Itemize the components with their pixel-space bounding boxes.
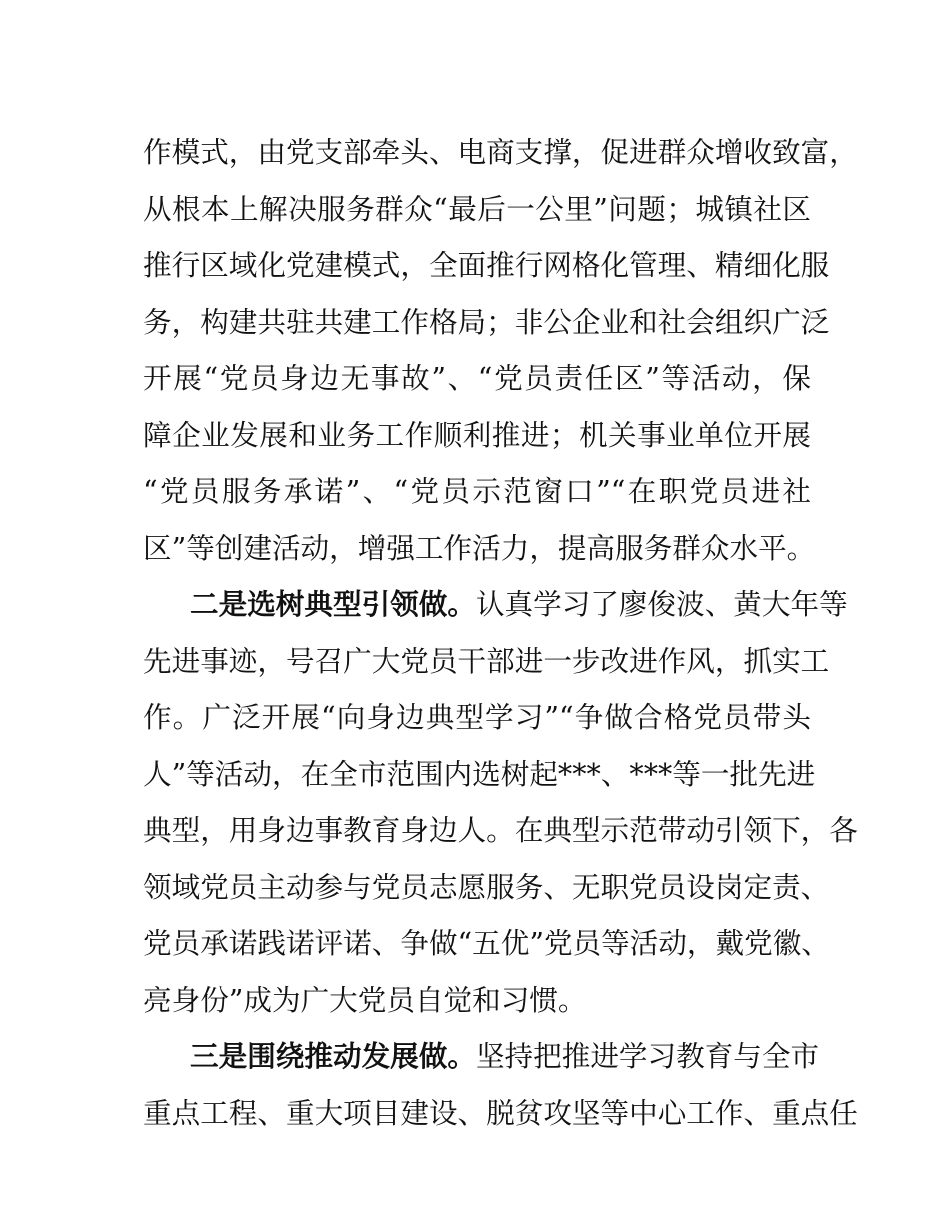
paragraph-line: 区”等创建活动，增强工作活力，提高服务群众水平。 <box>143 530 816 565</box>
paragraph-line: 人”等活动，在全市范围内选树起***、***等一批先进 <box>143 756 816 791</box>
paragraph-text: 认真学习了廖俊波、黄大年等 <box>475 587 848 621</box>
paragraph-line: 从根本上解决服务群众“最后一公里”问题；城镇社区 <box>143 191 811 226</box>
paragraph-line: “党员服务承诺”、“党员示范窗口”“在职党员进社 <box>143 474 811 508</box>
paragraph-line: 领域党员主动参与党员志愿服务、无职党员设岗定责、 <box>143 869 830 904</box>
paragraph-line: 作模式，由党支部牵头、电商支撑，促进群众增收致富， <box>143 135 858 169</box>
paragraph-line: 亮身份”成为广大党员自觉和习惯。 <box>143 982 587 1017</box>
document-body <box>143 124 858 1141</box>
paragraph-line: 开展“党员身边无事故”、“党员责任区”等活动，保 <box>143 361 811 395</box>
paragraph-text: 坚持把推进学习教育与全市 <box>475 1039 820 1073</box>
paragraph-line: 务，构建共驻共建工作格局；非公企业和社会组织广泛 <box>143 304 830 339</box>
section-heading: 三是围绕推动发展做。 <box>190 1039 476 1073</box>
paragraph-first-line <box>143 1028 820 1085</box>
paragraph-first-line <box>143 576 848 633</box>
paragraph-line: 党员承诺践诺评诺、争做“五优”党员等活动，戴党徽、 <box>143 926 830 960</box>
section-heading: 二是选树典型引领做。 <box>190 587 476 621</box>
paragraph-line: 典型，用身边事教育身边人。在典型示范带动引领下，各 <box>143 813 858 847</box>
paragraph-line: 先进事迹，号召广大党员干部进一步改进作风，抓实工 <box>143 643 830 678</box>
paragraph-line: 重点工程、重大项目建设、脱贫攻坚等中心工作、重点任 <box>143 1095 858 1130</box>
paragraph-line: 推行区域化党建模式，全面推行网格化管理、精细化服 <box>143 248 830 282</box>
paragraph-line: 障企业发展和业务工作顺利推进；机关事业单位开展 <box>143 417 811 452</box>
paragraph-line: 作。广泛开展“向身边典型学习”“争做合格党员带头 <box>143 700 811 734</box>
